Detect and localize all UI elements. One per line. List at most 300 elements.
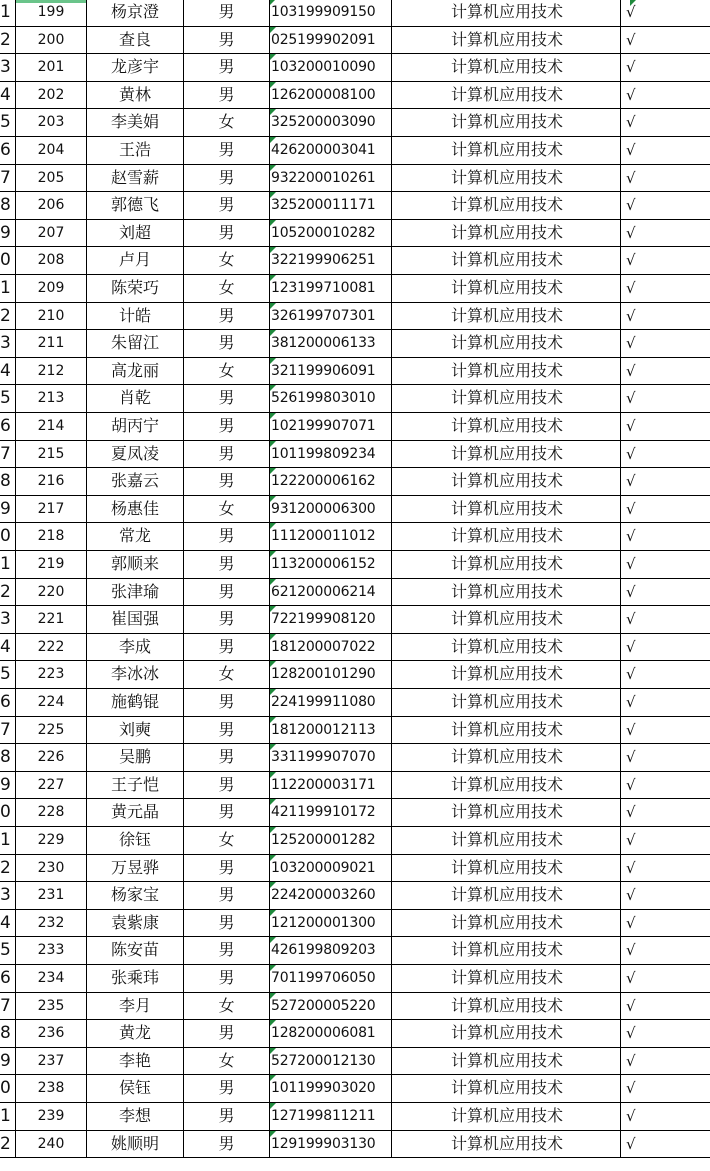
cell-name[interactable]: 张津瑜 <box>87 579 184 606</box>
cell-gender[interactable]: 男 <box>184 551 270 578</box>
cell-major[interactable]: 计算机应用技术 <box>392 606 621 633</box>
cell-id[interactable]: 226 <box>16 744 87 771</box>
cell-code[interactable]: 321199906091 <box>270 358 392 385</box>
cell-major[interactable]: 计算机应用技术 <box>392 468 621 495</box>
row-number[interactable]: 7 <box>0 165 16 192</box>
row-number[interactable]: 7 <box>0 441 16 468</box>
cell-check[interactable]: √ <box>626 196 636 215</box>
cell-major[interactable]: 计算机应用技术 <box>392 1020 621 1047</box>
table-row <box>0 220 710 248</box>
cell-code[interactable]: 931200006300 <box>270 496 392 523</box>
cell-major[interactable]: 计算机应用技术 <box>392 82 621 109</box>
cell-id[interactable]: 211 <box>16 330 87 357</box>
cell-name[interactable]: 杨家宝 <box>87 882 184 909</box>
cell-gender[interactable]: 男 <box>184 330 270 357</box>
cell-code[interactable]: 426200003041 <box>270 137 392 164</box>
cell-gender[interactable]: 男 <box>184 799 270 826</box>
cell-check[interactable]: √ <box>626 306 636 325</box>
cell-id[interactable]: 236 <box>16 1020 87 1047</box>
cell-check[interactable]: √ <box>626 913 636 932</box>
row-number[interactable]: 4 <box>0 358 16 385</box>
text-number-warning-icon <box>270 1075 276 1081</box>
cell-major[interactable]: 计算机应用技术 <box>392 855 621 882</box>
cell-code[interactable]: 381200006133 <box>270 330 392 357</box>
cell-major[interactable]: 计算机应用技术 <box>392 358 621 385</box>
cell-gender[interactable]: 男 <box>184 54 270 81</box>
cell-gender[interactable]: 男 <box>184 689 270 716</box>
cell-check[interactable]: √ <box>626 886 636 905</box>
cell-code[interactable]: 325200003090 <box>270 109 392 136</box>
cell-id[interactable]: 199 <box>16 0 87 26</box>
cell-code[interactable]: 121200001300 <box>270 910 392 937</box>
cell-id[interactable]: 234 <box>16 965 87 992</box>
cell-name[interactable]: 郭顺来 <box>87 551 184 578</box>
cell-name[interactable]: 徐钰 <box>87 827 184 854</box>
cell-name[interactable]: 卢月 <box>87 247 184 274</box>
cell-gender[interactable]: 男 <box>184 1131 270 1158</box>
cell-major[interactable]: 计算机应用技术 <box>392 1131 621 1158</box>
cell-major[interactable]: 计算机应用技术 <box>392 661 621 688</box>
cell-check[interactable]: √ <box>626 665 636 684</box>
cell-check[interactable]: √ <box>626 1079 636 1098</box>
row-number[interactable]: 3 <box>0 330 16 357</box>
cell-code[interactable]: 932200010261 <box>270 165 392 192</box>
cell-code[interactable]: 123199710081 <box>270 275 392 302</box>
cell-gender[interactable]: 男 <box>184 744 270 771</box>
cell-check[interactable]: √ <box>626 30 636 49</box>
cell-code[interactable]: 125200001282 <box>270 827 392 854</box>
cell-id[interactable]: 218 <box>16 523 87 550</box>
cell-check[interactable]: √ <box>626 223 636 242</box>
cell-gender[interactable]: 女 <box>184 993 270 1020</box>
cell-check[interactable]: √ <box>626 168 636 187</box>
cell-name[interactable]: 李想 <box>87 1103 184 1130</box>
cell-id[interactable]: 223 <box>16 661 87 688</box>
cell-code[interactable]: 103200009021 <box>270 855 392 882</box>
cell-major[interactable]: 计算机应用技术 <box>392 0 621 26</box>
cell-id[interactable]: 206 <box>16 192 87 219</box>
cell-gender[interactable]: 女 <box>184 1048 270 1075</box>
cell-code[interactable]: 326199707301 <box>270 303 392 330</box>
cell-major[interactable]: 计算机应用技术 <box>392 54 621 81</box>
row-number[interactable]: 0 <box>0 1075 16 1102</box>
cell-code[interactable]: 113200006152 <box>270 551 392 578</box>
cell-id[interactable]: 237 <box>16 1048 87 1075</box>
cell-id[interactable]: 213 <box>16 385 87 412</box>
cell-code[interactable]: 103200010090 <box>270 54 392 81</box>
cell-major[interactable]: 计算机应用技术 <box>392 910 621 937</box>
cell-id[interactable]: 238 <box>16 1075 87 1102</box>
cell-code[interactable]: 722199908120 <box>270 606 392 633</box>
cell-code[interactable]: 526199803010 <box>270 385 392 412</box>
row-number[interactable]: 9 <box>0 496 16 523</box>
cell-check[interactable]: √ <box>626 941 636 960</box>
cell-code[interactable]: 111200011012 <box>270 523 392 550</box>
row-number[interactable]: 6 <box>0 137 16 164</box>
cell-check[interactable]: √ <box>626 113 636 132</box>
cell-major[interactable]: 计算机应用技术 <box>392 993 621 1020</box>
cell-major[interactable]: 计算机应用技术 <box>392 109 621 136</box>
cell-code[interactable]: 102199907071 <box>270 413 392 440</box>
cell-code[interactable]: 128200101290 <box>270 661 392 688</box>
cell-check[interactable]: √ <box>626 969 636 987</box>
cell-gender[interactable]: 男 <box>184 606 270 633</box>
cell-major[interactable]: 计算机应用技术 <box>392 965 621 992</box>
cell-id[interactable]: 227 <box>16 772 87 799</box>
cell-id[interactable]: 240 <box>16 1131 87 1158</box>
cell-major[interactable]: 计算机应用技术 <box>392 330 621 357</box>
cell-check[interactable]: √ <box>626 3 636 21</box>
row-number[interactable]: 5 <box>0 661 16 688</box>
table-row <box>0 523 710 551</box>
row-number[interactable]: 2 <box>0 1131 16 1158</box>
cell-id[interactable]: 210 <box>16 303 87 330</box>
row-number[interactable]: 4 <box>0 82 16 109</box>
cell-major[interactable]: 计算机应用技术 <box>392 579 621 606</box>
cell-gender[interactable]: 女 <box>184 358 270 385</box>
row-number[interactable]: 4 <box>0 910 16 937</box>
cell-major[interactable]: 计算机应用技术 <box>392 247 621 274</box>
cell-gender[interactable]: 男 <box>184 192 270 219</box>
cell-gender[interactable]: 男 <box>184 82 270 109</box>
cell-gender[interactable]: 男 <box>184 303 270 330</box>
cell-major[interactable]: 计算机应用技术 <box>392 882 621 909</box>
cell-check[interactable]: √ <box>626 58 636 77</box>
row-number[interactable]: 5 <box>0 937 16 964</box>
cell-check[interactable]: √ <box>626 1024 636 1043</box>
cell-id[interactable]: 208 <box>16 247 87 274</box>
cell-name[interactable]: 黄龙 <box>87 1020 184 1047</box>
cell-name[interactable]: 陈安苗 <box>87 937 184 964</box>
cell-id[interactable]: 221 <box>16 606 87 633</box>
cell-check[interactable]: √ <box>626 775 636 794</box>
cell-name[interactable]: 袁紫康 <box>87 910 184 937</box>
cell-gender[interactable]: 男 <box>184 910 270 937</box>
cell-code[interactable]: 426199809203 <box>270 937 392 964</box>
cell-gender[interactable]: 男 <box>184 441 270 468</box>
cell-major[interactable]: 计算机应用技术 <box>392 385 621 412</box>
cell-gender[interactable]: 女 <box>184 109 270 136</box>
cell-name[interactable]: 李艳 <box>87 1048 184 1075</box>
cell-id[interactable]: 228 <box>16 799 87 826</box>
cell-code[interactable]: 112200003171 <box>270 772 392 799</box>
cell-code[interactable]: 128200006081 <box>270 1020 392 1047</box>
cell-name[interactable]: 李成 <box>87 634 184 661</box>
cell-name[interactable]: 王子恺 <box>87 772 184 799</box>
cell-name[interactable]: 赵雪薪 <box>87 165 184 192</box>
cell-gender[interactable]: 男 <box>184 165 270 192</box>
row-number[interactable]: 5 <box>0 385 16 412</box>
cell-major[interactable]: 计算机应用技术 <box>392 1048 621 1075</box>
cell-id[interactable]: 232 <box>16 910 87 937</box>
row-number[interactable]: 6 <box>0 689 16 716</box>
cell-major[interactable]: 计算机应用技术 <box>392 303 621 330</box>
row-number[interactable]: 1 <box>0 275 16 302</box>
cell-gender[interactable]: 男 <box>184 1075 270 1102</box>
cell-major[interactable]: 计算机应用技术 <box>392 441 621 468</box>
row-number[interactable]: 1 <box>0 0 16 26</box>
row-number[interactable]: 9 <box>0 772 16 799</box>
row-number[interactable]: 2 <box>0 27 16 54</box>
cell-check[interactable]: √ <box>626 334 636 353</box>
row-number[interactable]: 3 <box>0 882 16 909</box>
cell-code[interactable]: 527200005220 <box>270 993 392 1020</box>
cell-code[interactable]: 701199706050 <box>270 965 392 992</box>
cell-check[interactable]: √ <box>626 555 636 573</box>
cell-name[interactable]: 高龙丽 <box>87 358 184 385</box>
cell-gender[interactable]: 男 <box>184 385 270 412</box>
cell-check[interactable]: √ <box>626 748 636 767</box>
cell-name[interactable]: 查良 <box>87 27 184 54</box>
cell-check[interactable]: √ <box>626 85 636 104</box>
cell-check[interactable]: √ <box>626 831 636 849</box>
text-number-warning-icon <box>270 910 276 916</box>
cell-name[interactable]: 陈荣巧 <box>87 275 184 302</box>
row-number[interactable]: 0 <box>0 799 16 826</box>
row-number[interactable]: 8 <box>0 468 16 495</box>
cell-name[interactable]: 胡丙宁 <box>87 413 184 440</box>
cell-gender[interactable]: 男 <box>184 137 270 164</box>
cell-id[interactable]: 239 <box>16 1103 87 1130</box>
cell-major[interactable]: 计算机应用技术 <box>392 137 621 164</box>
cell-check[interactable]: √ <box>626 499 636 518</box>
cell-gender[interactable]: 男 <box>184 579 270 606</box>
row-number[interactable]: 3 <box>0 606 16 633</box>
cell-id[interactable]: 224 <box>16 689 87 716</box>
row-number[interactable]: 1 <box>0 1103 16 1130</box>
cell-major[interactable]: 计算机应用技术 <box>392 799 621 826</box>
cell-code[interactable]: 122200006162 <box>270 468 392 495</box>
cell-gender[interactable]: 男 <box>184 772 270 799</box>
cell-name[interactable]: 计皓 <box>87 303 184 330</box>
cell-name[interactable]: 施鹤锟 <box>87 689 184 716</box>
cell-major[interactable]: 计算机应用技术 <box>392 220 621 247</box>
cell-major[interactable]: 计算机应用技术 <box>392 275 621 302</box>
row-number[interactable]: 6 <box>0 965 16 992</box>
cell-gender[interactable]: 男 <box>184 27 270 54</box>
cell-gender[interactable]: 男 <box>184 1103 270 1130</box>
cell-gender[interactable]: 男 <box>184 1020 270 1047</box>
cell-code[interactable]: 621200006214 <box>270 579 392 606</box>
cell-gender[interactable]: 男 <box>184 937 270 964</box>
cell-id[interactable]: 231 <box>16 882 87 909</box>
cell-major[interactable]: 计算机应用技术 <box>392 827 621 854</box>
row-number[interactable]: 3 <box>0 54 16 81</box>
cell-check[interactable]: √ <box>626 1107 636 1125</box>
text-number-warning-icon <box>270 799 276 805</box>
cell-check[interactable]: √ <box>626 637 636 656</box>
cell-id[interactable]: 215 <box>16 441 87 468</box>
cell-gender[interactable]: 男 <box>184 413 270 440</box>
cell-name[interactable]: 常龙 <box>87 523 184 550</box>
cell-major[interactable]: 计算机应用技术 <box>392 1103 621 1130</box>
cell-name[interactable]: 李冰冰 <box>87 661 184 688</box>
cell-check[interactable]: √ <box>626 389 636 408</box>
cell-id[interactable]: 204 <box>16 137 87 164</box>
cell-major[interactable]: 计算机应用技术 <box>392 744 621 771</box>
cell-code[interactable]: 101199809234 <box>270 441 392 468</box>
row-number[interactable]: 0 <box>0 523 16 550</box>
cell-check[interactable]: √ <box>626 472 636 491</box>
cell-id[interactable]: 225 <box>16 717 87 744</box>
cell-check[interactable]: √ <box>626 803 636 822</box>
cell-id[interactable]: 201 <box>16 54 87 81</box>
cell-code[interactable]: 421199910172 <box>270 799 392 826</box>
cell-name[interactable]: 万昱骅 <box>87 855 184 882</box>
cell-gender[interactable]: 男 <box>184 717 270 744</box>
cell-name[interactable]: 杨京澄 <box>87 0 184 26</box>
cell-gender[interactable]: 男 <box>184 855 270 882</box>
cell-check[interactable]: √ <box>626 582 636 601</box>
cell-code[interactable]: 126200008100 <box>270 82 392 109</box>
row-number[interactable]: 2 <box>0 303 16 330</box>
cell-name[interactable]: 李月 <box>87 993 184 1020</box>
cell-name[interactable]: 侯钰 <box>87 1075 184 1102</box>
cell-major[interactable]: 计算机应用技术 <box>392 634 621 661</box>
cell-id[interactable]: 202 <box>16 82 87 109</box>
row-number[interactable]: 7 <box>0 993 16 1020</box>
cell-id[interactable]: 220 <box>16 579 87 606</box>
row-number[interactable]: 9 <box>0 220 16 247</box>
row-number[interactable]: 0 <box>0 247 16 274</box>
cell-major[interactable]: 计算机应用技术 <box>392 1075 621 1102</box>
cell-id[interactable]: 235 <box>16 993 87 1020</box>
cell-major[interactable]: 计算机应用技术 <box>392 496 621 523</box>
cell-code[interactable]: 103199909150 <box>270 0 392 26</box>
cell-name[interactable]: 李美娟 <box>87 109 184 136</box>
cell-major[interactable]: 计算机应用技术 <box>392 165 621 192</box>
cell-code[interactable]: 025199902091 <box>270 27 392 54</box>
cell-code[interactable]: 101199903020 <box>270 1075 392 1102</box>
cell-check[interactable]: √ <box>626 996 636 1015</box>
cell-major[interactable]: 计算机应用技术 <box>392 27 621 54</box>
cell-name[interactable]: 王浩 <box>87 137 184 164</box>
cell-check[interactable]: √ <box>626 610 636 629</box>
cell-name[interactable]: 夏凤凌 <box>87 441 184 468</box>
cell-id[interactable]: 216 <box>16 468 87 495</box>
cell-code[interactable]: 331199907070 <box>270 744 392 771</box>
row-number[interactable]: 8 <box>0 192 16 219</box>
cell-gender[interactable]: 男 <box>184 220 270 247</box>
cell-name[interactable]: 龙彦宇 <box>87 54 184 81</box>
row-number[interactable]: 4 <box>0 634 16 661</box>
cell-code[interactable]: 224200003260 <box>270 882 392 909</box>
cell-id[interactable]: 233 <box>16 937 87 964</box>
row-number[interactable]: 1 <box>0 827 16 854</box>
row-number[interactable]: 8 <box>0 1020 16 1047</box>
cell-id[interactable]: 230 <box>16 855 87 882</box>
cell-major[interactable]: 计算机应用技术 <box>392 413 621 440</box>
row-number[interactable]: 5 <box>0 109 16 136</box>
cell-name[interactable]: 刘超 <box>87 220 184 247</box>
cell-major[interactable]: 计算机应用技术 <box>392 192 621 219</box>
cell-gender[interactable]: 男 <box>184 523 270 550</box>
cell-id[interactable]: 217 <box>16 496 87 523</box>
cell-gender[interactable]: 男 <box>184 468 270 495</box>
cell-code[interactable]: 105200010282 <box>270 220 392 247</box>
cell-name[interactable]: 杨惠佳 <box>87 496 184 523</box>
cell-id[interactable]: 205 <box>16 165 87 192</box>
cell-major[interactable]: 计算机应用技术 <box>392 523 621 550</box>
row-number[interactable]: 8 <box>0 744 16 771</box>
cell-check[interactable]: √ <box>626 417 636 435</box>
cell-major[interactable]: 计算机应用技术 <box>392 772 621 799</box>
cell-major[interactable]: 计算机应用技术 <box>392 717 621 744</box>
cell-name[interactable]: 吴鹏 <box>87 744 184 771</box>
cell-name[interactable]: 姚顺明 <box>87 1131 184 1158</box>
cell-code[interactable]: 129199903130 <box>270 1131 392 1158</box>
cell-major[interactable]: 计算机应用技术 <box>392 551 621 578</box>
cell-code[interactable]: 224199911080 <box>270 689 392 716</box>
text-number-warning-icon <box>270 109 276 115</box>
cell-code[interactable]: 181200007022 <box>270 634 392 661</box>
cell-check[interactable]: √ <box>626 361 636 380</box>
cell-name[interactable]: 崔国强 <box>87 606 184 633</box>
cell-id[interactable]: 222 <box>16 634 87 661</box>
cell-name[interactable]: 黄元晶 <box>87 799 184 826</box>
cell-gender[interactable]: 女 <box>184 247 270 274</box>
cell-major[interactable]: 计算机应用技术 <box>392 689 621 716</box>
cell-check[interactable]: √ <box>626 251 636 270</box>
row-number[interactable]: 7 <box>0 717 16 744</box>
cell-name[interactable]: 肖乾 <box>87 385 184 412</box>
cell-gender[interactable]: 女 <box>184 496 270 523</box>
row-number[interactable]: 9 <box>0 1048 16 1075</box>
cell-gender[interactable]: 女 <box>184 275 270 302</box>
cell-name[interactable]: 张乘玮 <box>87 965 184 992</box>
cell-check[interactable]: √ <box>626 720 636 739</box>
cell-check[interactable]: √ <box>626 279 636 297</box>
cell-id[interactable]: 212 <box>16 358 87 385</box>
cell-gender[interactable]: 男 <box>184 0 270 26</box>
cell-id[interactable]: 207 <box>16 220 87 247</box>
row-number[interactable]: 2 <box>0 579 16 606</box>
cell-code[interactable]: 181200012113 <box>270 717 392 744</box>
row-number[interactable]: 1 <box>0 551 16 578</box>
cell-id[interactable]: 219 <box>16 551 87 578</box>
cell-name[interactable]: 朱留江 <box>87 330 184 357</box>
cell-gender[interactable]: 男 <box>184 965 270 992</box>
cell-name[interactable]: 郭德飞 <box>87 192 184 219</box>
cell-check[interactable]: √ <box>626 141 636 159</box>
cell-code[interactable]: 127199811211 <box>270 1103 392 1130</box>
cell-check[interactable]: √ <box>626 1051 636 1070</box>
cell-gender[interactable]: 男 <box>184 882 270 909</box>
cell-id[interactable]: 209 <box>16 275 87 302</box>
cell-name[interactable]: 黄林 <box>87 82 184 109</box>
cell-gender[interactable]: 女 <box>184 827 270 854</box>
cell-code[interactable]: 322199906251 <box>270 247 392 274</box>
cell-check[interactable]: √ <box>626 444 636 463</box>
cell-gender[interactable]: 男 <box>184 634 270 661</box>
cell-check[interactable]: √ <box>626 527 636 546</box>
cell-id[interactable]: 214 <box>16 413 87 440</box>
cell-name[interactable]: 张嘉云 <box>87 468 184 495</box>
cell-check[interactable]: √ <box>626 693 636 711</box>
cell-gender[interactable]: 女 <box>184 661 270 688</box>
row-number[interactable]: 6 <box>0 413 16 440</box>
cell-check[interactable]: √ <box>626 858 636 877</box>
cell-id[interactable]: 203 <box>16 109 87 136</box>
row-number[interactable]: 2 <box>0 855 16 882</box>
cell-check[interactable]: √ <box>626 1134 636 1153</box>
cell-id[interactable]: 200 <box>16 27 87 54</box>
cell-code[interactable]: 325200011171 <box>270 192 392 219</box>
cell-id[interactable]: 229 <box>16 827 87 854</box>
cell-name[interactable]: 刘奭 <box>87 717 184 744</box>
cell-major[interactable]: 计算机应用技术 <box>392 937 621 964</box>
cell-code[interactable]: 527200012130 <box>270 1048 392 1075</box>
